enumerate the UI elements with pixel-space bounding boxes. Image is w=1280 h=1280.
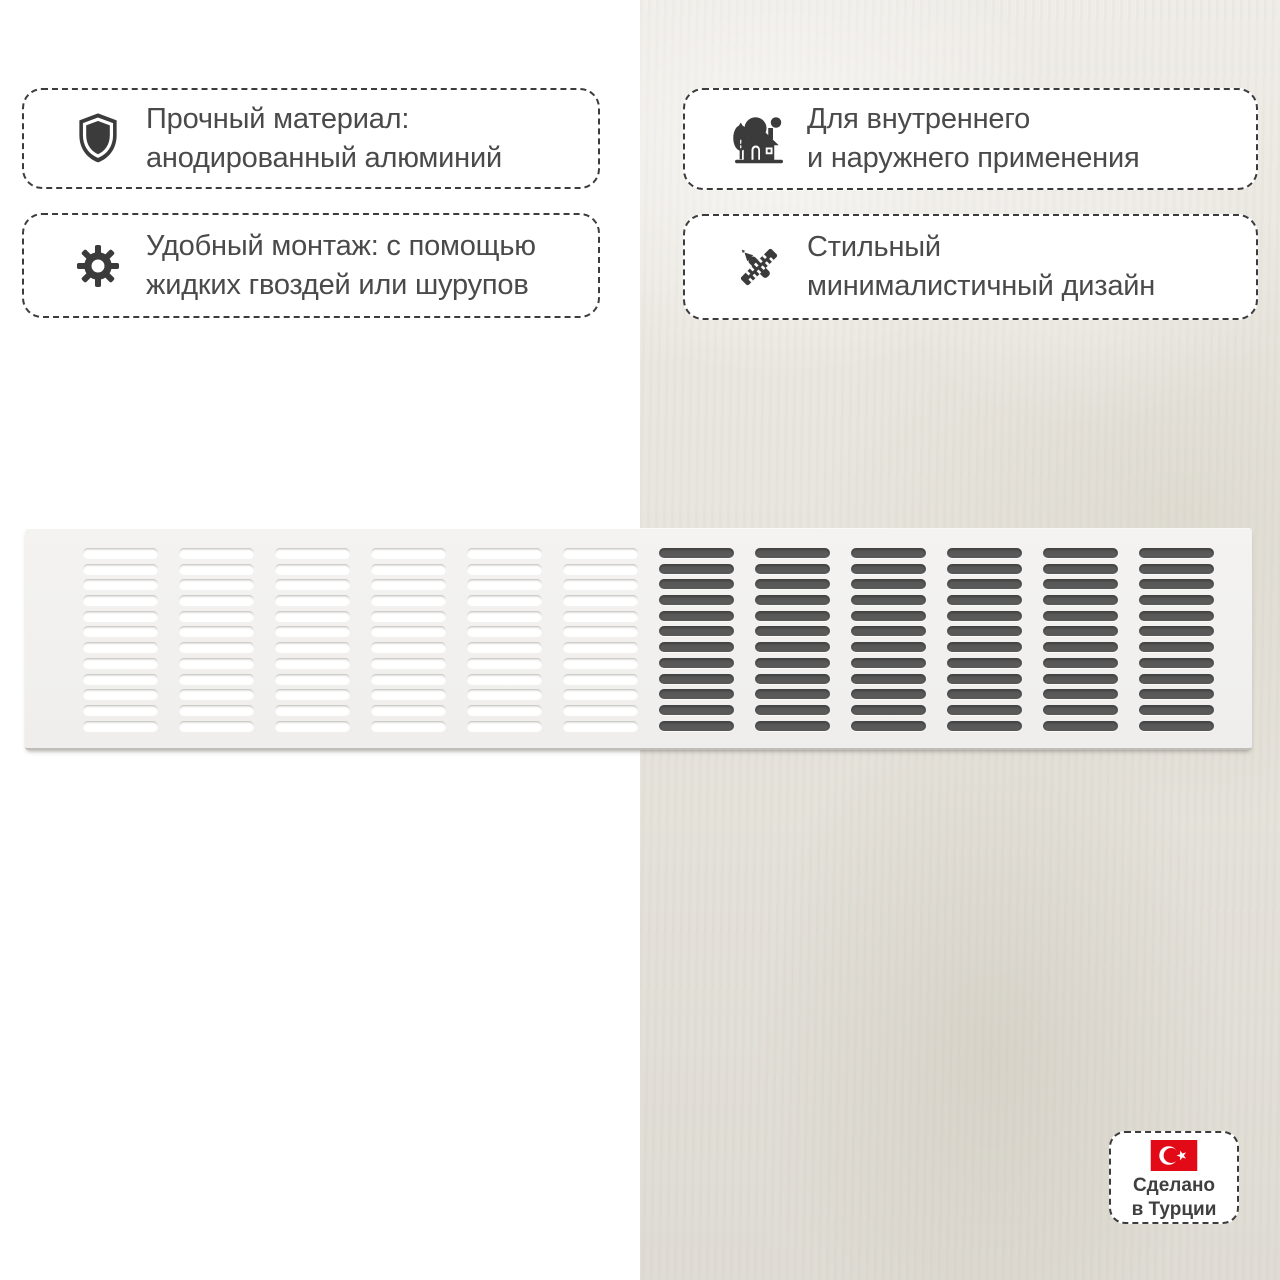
pencil-ruler-icon xyxy=(729,236,789,298)
grille-slot xyxy=(947,642,1022,652)
grille-slot xyxy=(467,705,542,715)
grille-column xyxy=(947,548,1022,748)
grille-slot xyxy=(1139,548,1214,558)
house-icon xyxy=(729,108,789,170)
grille-slot xyxy=(83,721,158,731)
grille-slot xyxy=(947,579,1022,589)
grille-slot xyxy=(659,658,734,668)
grille-slot xyxy=(275,721,350,731)
grille-slot xyxy=(275,705,350,715)
feature-box-design xyxy=(683,214,1258,320)
grille-slot xyxy=(563,721,638,731)
grille-slot xyxy=(275,579,350,589)
grille-column xyxy=(659,548,734,748)
feature-text-material: Прочный материал: анодированный алюминий xyxy=(146,102,502,174)
grille-slot xyxy=(179,595,254,605)
grille-slot xyxy=(947,658,1022,668)
grille-slot xyxy=(179,658,254,668)
grille-slot xyxy=(83,548,158,558)
grille-slot xyxy=(371,626,446,636)
grille-slot xyxy=(275,689,350,699)
grille-slot xyxy=(563,689,638,699)
grille-slot xyxy=(371,548,446,558)
grille-slot xyxy=(179,721,254,731)
grille-slot xyxy=(371,721,446,731)
made-in-line1: Сделано xyxy=(1132,1175,1216,1196)
shield-icon xyxy=(68,108,128,170)
grille-slot xyxy=(563,548,638,558)
grille-slot xyxy=(467,579,542,589)
grille-column xyxy=(179,548,254,748)
grille-slot xyxy=(659,626,734,636)
grille-slot xyxy=(851,721,926,731)
gear-icon xyxy=(68,235,128,297)
grille-slot xyxy=(467,595,542,605)
feature-text-application: Для внутреннего и наружнего применения xyxy=(807,103,1140,174)
grille-column xyxy=(563,548,638,748)
grille-slot xyxy=(563,642,638,652)
grille-slot xyxy=(755,548,830,558)
grille-slot xyxy=(83,626,158,636)
grille-slot xyxy=(1139,579,1214,589)
grille-slot xyxy=(467,611,542,621)
grille-slot xyxy=(1139,611,1214,621)
grille-slot xyxy=(467,689,542,699)
made-in-line2: в Турции xyxy=(1131,1199,1217,1220)
grille-slot xyxy=(1043,689,1118,699)
grille-slot xyxy=(947,721,1022,731)
grille-slot xyxy=(467,548,542,558)
grille-slot xyxy=(1139,564,1214,574)
feature-text-mounting: Удобный монтаж: с помощью жидких гвоздей или шурупов xyxy=(146,229,536,301)
grille-slot xyxy=(659,579,734,589)
grille-slot xyxy=(851,548,926,558)
grille-slot xyxy=(275,658,350,668)
grille-slot xyxy=(1043,548,1118,558)
grille-slot xyxy=(563,564,638,574)
grille-column xyxy=(755,548,830,748)
grille-slot xyxy=(659,564,734,574)
grille-slot xyxy=(179,642,254,652)
grille-column xyxy=(1043,548,1118,748)
grille-slot xyxy=(755,689,830,699)
grille-slot xyxy=(83,705,158,715)
grille-slot xyxy=(947,674,1022,684)
grille-slot xyxy=(275,626,350,636)
grille-slot xyxy=(851,564,926,574)
grille-slot xyxy=(1139,721,1214,731)
grille-slot xyxy=(1043,721,1118,731)
grille-slot xyxy=(83,564,158,574)
grille-slot xyxy=(851,626,926,636)
grille-slot xyxy=(1043,579,1118,589)
grille-slot xyxy=(947,548,1022,558)
grille-slot xyxy=(83,674,158,684)
grille-slot xyxy=(467,564,542,574)
grille-slot xyxy=(179,611,254,621)
grille-slot xyxy=(563,658,638,668)
grille-slot xyxy=(179,705,254,715)
grille-slot xyxy=(851,705,926,715)
grille-slot xyxy=(83,689,158,699)
grille-slot xyxy=(371,611,446,621)
grille-slot xyxy=(83,611,158,621)
grille-slot xyxy=(563,579,638,589)
grille-slot xyxy=(659,721,734,731)
grille-slot xyxy=(467,674,542,684)
grille-slot xyxy=(755,642,830,652)
grille-slot xyxy=(851,689,926,699)
vent-grille-product xyxy=(25,529,1252,750)
grille-slot xyxy=(563,595,638,605)
grille-slot xyxy=(1139,689,1214,699)
grille-slot xyxy=(179,579,254,589)
grille-slot xyxy=(563,626,638,636)
grille-slot xyxy=(275,674,350,684)
grille-slot xyxy=(755,595,830,605)
grille-slot xyxy=(851,611,926,621)
grille-slot xyxy=(755,579,830,589)
grille-slot xyxy=(755,626,830,636)
grille-slot xyxy=(659,548,734,558)
feature-box-mounting xyxy=(22,213,600,318)
grille-slot xyxy=(467,642,542,652)
grille-column xyxy=(851,548,926,748)
grille-slot xyxy=(371,658,446,668)
grille-slot xyxy=(1043,705,1118,715)
grille-slot xyxy=(83,642,158,652)
grille-slot xyxy=(755,611,830,621)
feature-text-design: Стильный минималистичный дизайн xyxy=(807,231,1156,302)
grille-slot xyxy=(947,595,1022,605)
grille-column xyxy=(83,548,158,748)
grille-slot xyxy=(755,564,830,574)
grille-column xyxy=(275,548,350,748)
grille-slot xyxy=(371,595,446,605)
grille-slot xyxy=(947,626,1022,636)
grille-slot xyxy=(851,658,926,668)
grille-slot xyxy=(467,626,542,636)
grille-slot xyxy=(659,705,734,715)
grille-slot xyxy=(947,705,1022,715)
grille-column xyxy=(1139,548,1214,748)
grille-slot xyxy=(1043,626,1118,636)
grille-slot xyxy=(371,689,446,699)
grille-slot xyxy=(1043,595,1118,605)
grille-slot xyxy=(1043,658,1118,668)
grille-slot xyxy=(371,705,446,715)
grille-slot xyxy=(947,611,1022,621)
grille-slot xyxy=(851,642,926,652)
grille-slot xyxy=(1139,674,1214,684)
grille-slot xyxy=(275,642,350,652)
grille-slot xyxy=(275,595,350,605)
grille-slot xyxy=(1043,674,1118,684)
grille-slot xyxy=(1139,642,1214,652)
turkey-flag-icon xyxy=(1149,1140,1199,1171)
grille-slot xyxy=(659,611,734,621)
grille-slot xyxy=(563,611,638,621)
grille-slot xyxy=(179,626,254,636)
grille-slot xyxy=(1139,658,1214,668)
grille-slot xyxy=(371,642,446,652)
grille-slot xyxy=(1139,705,1214,715)
grille-slot xyxy=(179,689,254,699)
grille-slot xyxy=(179,548,254,558)
feature-box-application xyxy=(683,88,1258,190)
grille-slot xyxy=(851,595,926,605)
grille-slot xyxy=(947,564,1022,574)
grille-slot xyxy=(371,564,446,574)
feature-box-material xyxy=(22,88,600,189)
grille-slot xyxy=(275,611,350,621)
grille-slot xyxy=(563,674,638,684)
grille-slot xyxy=(1139,595,1214,605)
grille-slot xyxy=(659,595,734,605)
grille-slot xyxy=(755,658,830,668)
grille-slot xyxy=(755,721,830,731)
grille-slot xyxy=(275,564,350,574)
grille-slot xyxy=(851,674,926,684)
made-in-badge xyxy=(1109,1131,1239,1224)
grille-slot xyxy=(83,579,158,589)
grille-slot xyxy=(755,705,830,715)
grille-column xyxy=(467,548,542,748)
grille-slot xyxy=(659,642,734,652)
grille-slot xyxy=(83,595,158,605)
grille-slot xyxy=(179,564,254,574)
grille-slot xyxy=(371,674,446,684)
grille-slot xyxy=(755,674,830,684)
grille-slot xyxy=(659,674,734,684)
grille-column xyxy=(371,548,446,748)
grille-slot xyxy=(563,705,638,715)
grille-slot xyxy=(467,658,542,668)
grille-slot xyxy=(1043,611,1118,621)
grille-slot xyxy=(851,579,926,589)
grille-slot xyxy=(1043,564,1118,574)
grille-slot xyxy=(1139,626,1214,636)
grille-slot xyxy=(179,674,254,684)
grille-slot xyxy=(467,721,542,731)
grille-slot xyxy=(947,689,1022,699)
grille-slot xyxy=(371,579,446,589)
grille-slot xyxy=(275,548,350,558)
grille-slot xyxy=(1043,642,1118,652)
grille-slot xyxy=(83,658,158,668)
grille-slot xyxy=(659,689,734,699)
